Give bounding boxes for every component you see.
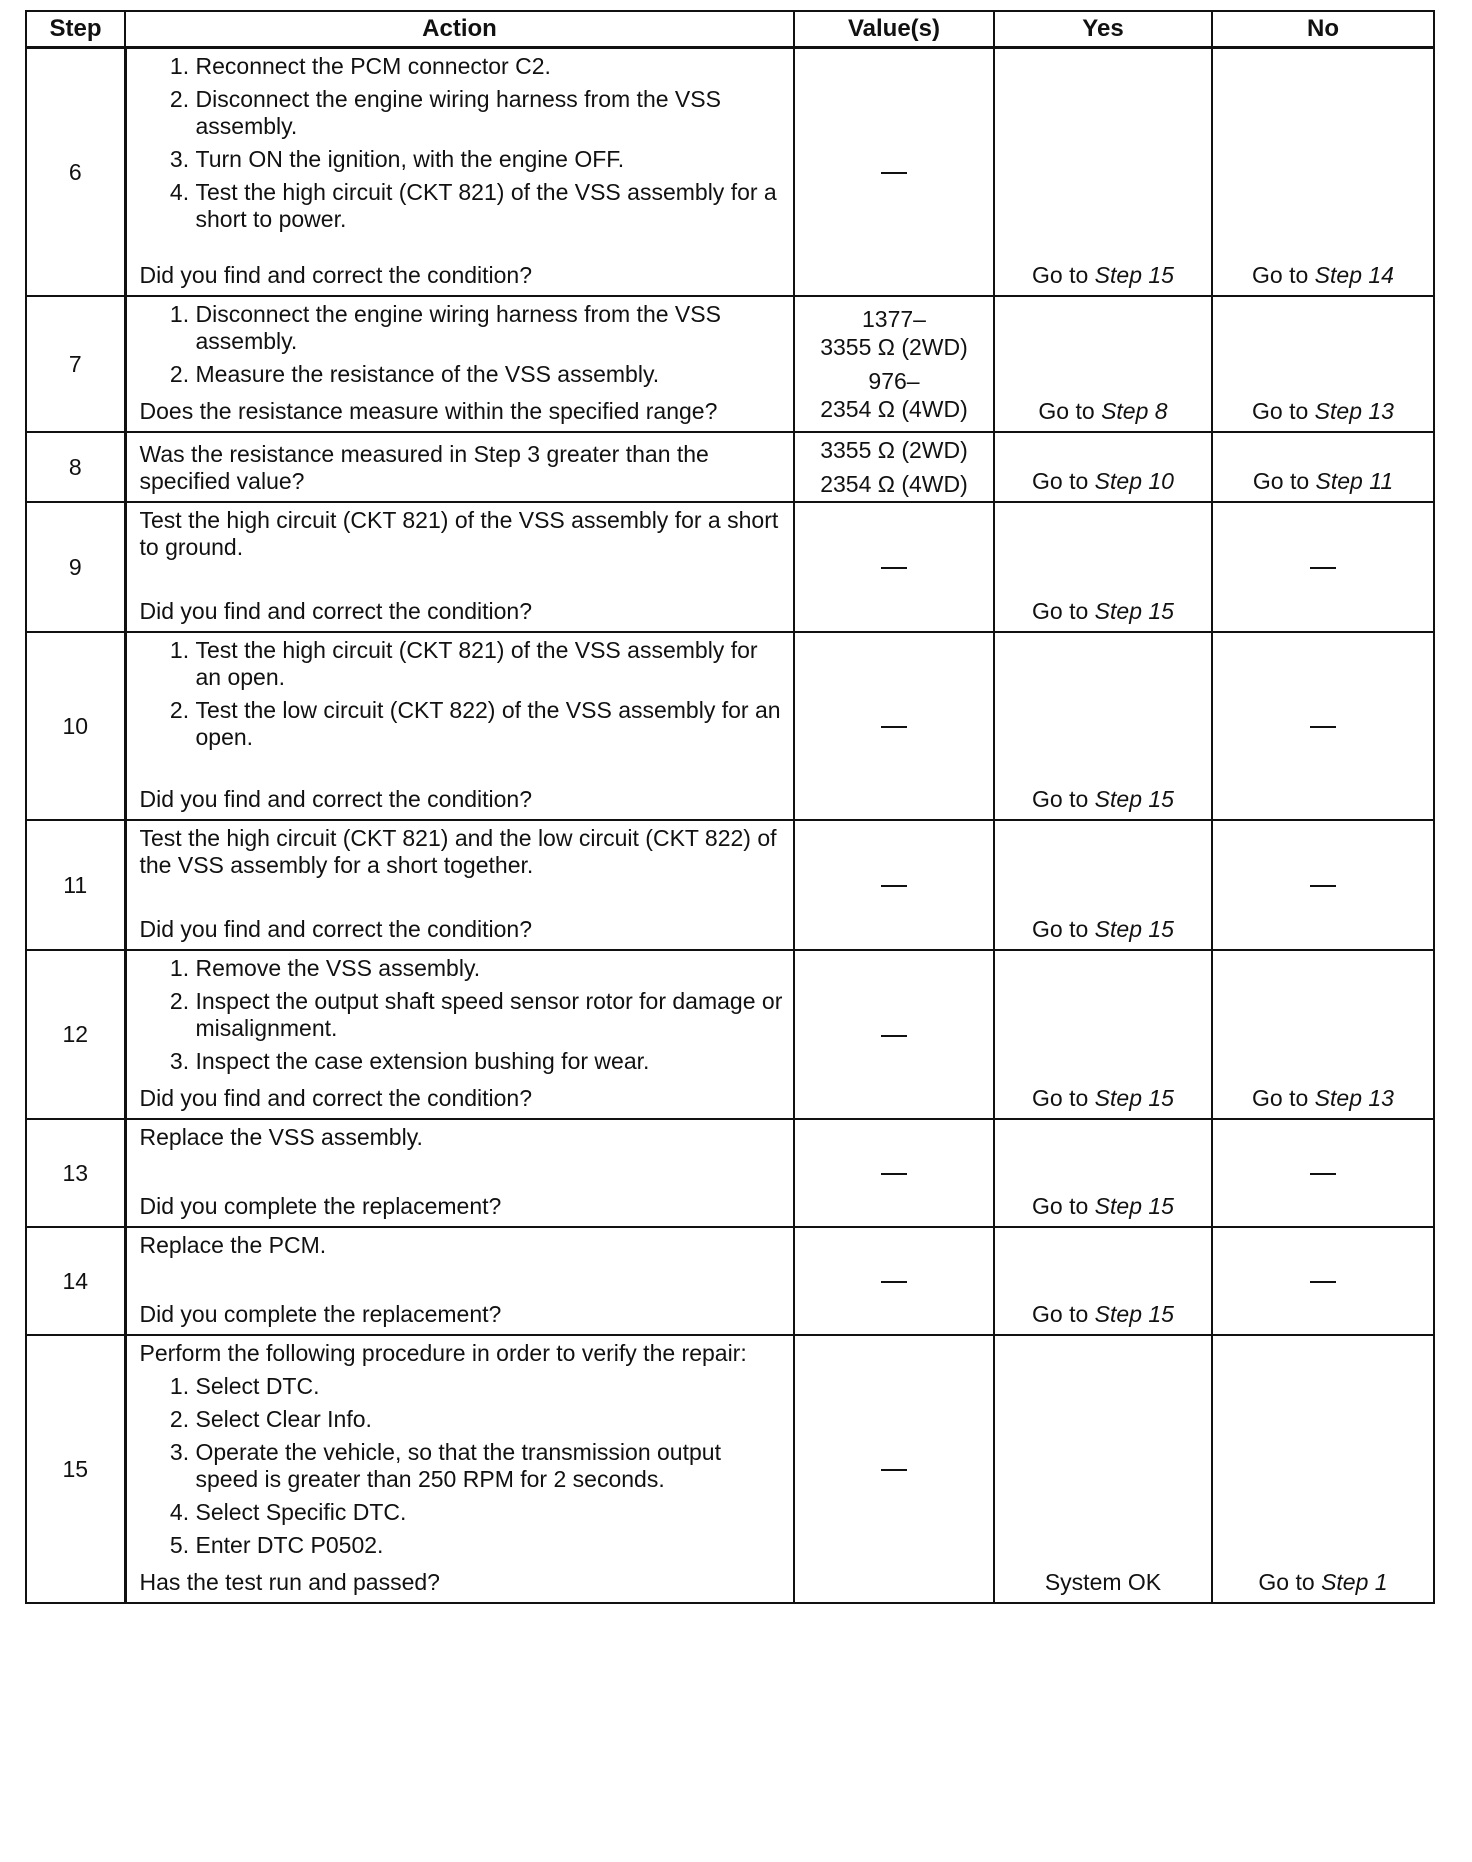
action-cell xyxy=(125,432,794,502)
value-cell xyxy=(794,502,994,632)
action-body xyxy=(140,1124,784,1151)
yes-outcome-text: Go to xyxy=(1032,262,1089,288)
action-content xyxy=(140,637,784,813)
step-number: 11 xyxy=(26,820,125,950)
no-cell xyxy=(1212,48,1434,297)
yes-outcome-text: Go to xyxy=(1032,1301,1089,1327)
no-cell xyxy=(1212,632,1434,820)
no-step-link[interactable]: Step 13 xyxy=(1314,398,1394,424)
action-content xyxy=(140,1340,784,1596)
dash-mark xyxy=(881,172,907,174)
no-cell xyxy=(1212,502,1434,632)
value-cell xyxy=(794,950,994,1119)
header-step: Step xyxy=(26,11,125,48)
yes-cell xyxy=(994,1227,1212,1335)
action-text: Replace the VSS assembly. xyxy=(139,1124,423,1150)
header-row xyxy=(26,11,1434,48)
yes-cell xyxy=(994,432,1212,502)
no-cell xyxy=(1212,950,1434,1119)
yes-cell xyxy=(994,950,1212,1119)
action-body xyxy=(140,825,784,879)
table-row xyxy=(26,820,1434,950)
action-step: 2. Measure the resistance of the VSS assembly. xyxy=(196,361,784,388)
action-body xyxy=(140,637,784,757)
value-cell xyxy=(794,296,994,432)
action-content xyxy=(140,301,784,425)
no-cell xyxy=(1212,432,1434,502)
action-step: 1. Remove the VSS assembly. xyxy=(196,955,784,982)
step-number: 9 xyxy=(26,502,125,632)
action-cell xyxy=(125,502,794,632)
yes-outcome-text: Go to xyxy=(1032,1085,1089,1111)
dash-mark xyxy=(881,1173,907,1175)
no-outcome-text: Go to xyxy=(1252,1085,1309,1111)
action-body xyxy=(140,53,784,239)
action-step: 4. Select Specific DTC. xyxy=(196,1499,784,1526)
dash-mark xyxy=(1310,885,1336,887)
no-step-link[interactable]: Step 1 xyxy=(1321,1569,1388,1595)
dash-mark xyxy=(881,726,907,728)
table-row xyxy=(26,1119,1434,1227)
diagnostic-table xyxy=(25,10,1435,1604)
table-row xyxy=(26,296,1434,432)
step-number: 7 xyxy=(26,296,125,432)
action-text: Test the high circuit (CKT 821) and the low circuit (CKT 822) of the VSS assembly for a short together. xyxy=(139,825,777,878)
value-line: 3355 Ω (2WD) xyxy=(820,437,968,463)
action-body xyxy=(140,301,784,394)
action-body xyxy=(140,1340,784,1565)
action-question: Did you complete the replacement? xyxy=(139,1193,502,1219)
yes-outcome-text: Go to xyxy=(1032,786,1089,812)
action-step: 1. Test the high circuit (CKT 821) of the VSS assembly for an open. xyxy=(196,637,784,691)
no-cell xyxy=(1212,820,1434,950)
header-no: No xyxy=(1212,11,1434,48)
action-body xyxy=(140,1232,784,1259)
action-step: 3. Inspect the case extension bushing for wear. xyxy=(196,1048,784,1075)
no-cell xyxy=(1212,1227,1434,1335)
action-steps-list xyxy=(140,637,784,751)
action-step: 4. Test the high circuit (CKT 821) of the VSS assembly for a short to power. xyxy=(196,179,784,233)
value-cell xyxy=(794,48,994,297)
yes-step-link[interactable]: Step 15 xyxy=(1094,262,1174,288)
value-lines xyxy=(795,305,993,423)
value-cell xyxy=(794,1335,994,1603)
action-text: Perform the following procedure in order to verify the repair: xyxy=(139,1340,747,1366)
table-row xyxy=(26,432,1434,502)
action-question: Did you find and correct the condition? xyxy=(139,1085,533,1111)
action-body xyxy=(140,507,784,561)
action-content xyxy=(140,1232,784,1328)
action-question: Does the resistance measure within the specified range? xyxy=(139,398,718,424)
value-lines xyxy=(795,436,993,498)
value-cell xyxy=(794,1119,994,1227)
action-steps-list xyxy=(140,53,784,233)
yes-cell xyxy=(994,1119,1212,1227)
no-step-link[interactable]: Step 13 xyxy=(1314,1085,1394,1111)
no-outcome-text: Go to xyxy=(1252,262,1309,288)
value-cell xyxy=(794,432,994,502)
action-cell xyxy=(125,1335,794,1603)
action-cell xyxy=(125,950,794,1119)
action-cell xyxy=(125,632,794,820)
yes-cell xyxy=(994,502,1212,632)
action-question: Has the test run and passed? xyxy=(139,1569,440,1595)
yes-outcome-text: Go to xyxy=(1032,598,1089,624)
yes-cell xyxy=(994,1335,1212,1603)
dash-mark xyxy=(1310,1281,1336,1283)
no-step-link[interactable]: Step 14 xyxy=(1314,262,1394,288)
yes-step-link[interactable]: Step 8 xyxy=(1101,398,1168,424)
action-content xyxy=(140,437,784,495)
table-row xyxy=(26,502,1434,632)
action-question: Did you find and correct the condition? xyxy=(139,916,533,942)
no-outcome-text: Go to xyxy=(1252,398,1309,424)
table-row xyxy=(26,1227,1434,1335)
action-step: 2. Inspect the output shaft speed sensor rotor for damage or misalignment. xyxy=(196,988,784,1042)
step-number: 6 xyxy=(26,48,125,297)
action-step: 5. Enter DTC P0502. xyxy=(196,1532,784,1559)
value-line: 976– xyxy=(868,368,920,394)
step-number: 12 xyxy=(26,950,125,1119)
action-step: 1. Select DTC. xyxy=(196,1373,784,1400)
table-row xyxy=(26,632,1434,820)
yes-outcome-text: Go to xyxy=(1032,916,1089,942)
action-question: Did you find and correct the condition? xyxy=(139,598,533,624)
dash-mark xyxy=(1310,1173,1336,1175)
table-body xyxy=(26,48,1434,1604)
value-cell xyxy=(794,1227,994,1335)
action-steps-list xyxy=(140,301,784,388)
action-question: Was the resistance measured in Step 3 greater than the specified value? xyxy=(139,441,709,494)
yes-step-link[interactable]: Step 15 xyxy=(1094,1085,1174,1111)
yes-step-link[interactable]: Step 15 xyxy=(1094,1193,1174,1219)
dash-mark xyxy=(881,1035,907,1037)
action-step: 2. Disconnect the engine wiring harness from the VSS assembly. xyxy=(196,86,784,140)
action-cell xyxy=(125,1119,794,1227)
action-steps-list xyxy=(140,955,784,1075)
table-row xyxy=(26,48,1434,297)
header-yes: Yes xyxy=(994,11,1212,48)
dash-mark xyxy=(1310,567,1336,569)
action-step: 1. Disconnect the engine wiring harness from the VSS assembly. xyxy=(196,301,784,355)
yes-step-link[interactable]: Step 15 xyxy=(1094,598,1174,624)
action-text: Test the high circuit (CKT 821) of the VSS assembly for a short to ground. xyxy=(139,507,779,560)
no-outcome-text: Go to xyxy=(1258,1569,1315,1595)
action-content xyxy=(140,955,784,1112)
action-step: 3. Turn ON the ignition, with the engine OFF. xyxy=(196,146,784,173)
no-step-link[interactable]: Step 11 xyxy=(1315,468,1394,494)
yes-step-link[interactable]: Step 15 xyxy=(1094,1301,1174,1327)
action-body xyxy=(140,955,784,1081)
header-values: Value(s) xyxy=(794,11,994,48)
value-line: 3355 Ω (2WD) xyxy=(820,334,968,360)
yes-cell xyxy=(994,632,1212,820)
action-content xyxy=(140,825,784,943)
yes-outcome-text: Go to xyxy=(1038,398,1095,424)
action-cell xyxy=(125,296,794,432)
step-number: 15 xyxy=(26,1335,125,1603)
yes-cell xyxy=(994,296,1212,432)
action-text: Replace the PCM. xyxy=(139,1232,327,1258)
action-question: Did you find and correct the condition? xyxy=(139,786,533,812)
step-number: 10 xyxy=(26,632,125,820)
value-line: 1377– xyxy=(862,306,926,332)
action-question: Did you complete the replacement? xyxy=(139,1301,502,1327)
no-cell xyxy=(1212,1335,1434,1603)
no-cell xyxy=(1212,1119,1434,1227)
action-content xyxy=(140,507,784,625)
action-step: 2. Select Clear Info. xyxy=(196,1406,784,1433)
action-content xyxy=(140,53,784,289)
action-step: 1. Reconnect the PCM connector C2. xyxy=(196,53,784,80)
dash-mark xyxy=(881,1469,907,1471)
value-cell xyxy=(794,820,994,950)
action-step: 3. Operate the vehicle, so that the transmission output speed is greater than 250 RPM for 2 seconds. xyxy=(196,1439,784,1493)
no-outcome-text: Go to xyxy=(1252,468,1310,494)
value-line: 2354 Ω (4WD) xyxy=(820,396,968,422)
step-number: 8 xyxy=(26,432,125,502)
value-cell xyxy=(794,632,994,820)
dash-mark xyxy=(1310,726,1336,728)
action-step: 2. Test the low circuit (CKT 822) of the VSS assembly for an open. xyxy=(196,697,784,751)
action-cell xyxy=(125,1227,794,1335)
dash-mark xyxy=(881,885,907,887)
yes-outcome-text: System OK xyxy=(1044,1569,1162,1595)
action-question: Did you find and correct the condition? xyxy=(139,262,533,288)
table-row xyxy=(26,950,1434,1119)
yes-outcome-text: Go to xyxy=(1032,1193,1089,1219)
action-cell xyxy=(125,48,794,297)
dash-mark xyxy=(881,1281,907,1283)
action-content xyxy=(140,1124,784,1220)
no-cell xyxy=(1212,296,1434,432)
action-steps-list xyxy=(140,1373,784,1559)
yes-step-link[interactable]: Step 10 xyxy=(1094,468,1174,494)
yes-cell xyxy=(994,820,1212,950)
yes-step-link[interactable]: Step 15 xyxy=(1094,786,1174,812)
yes-step-link[interactable]: Step 15 xyxy=(1094,916,1174,942)
dash-mark xyxy=(881,567,907,569)
yes-outcome-text: Go to xyxy=(1032,468,1089,494)
yes-cell xyxy=(994,48,1212,297)
action-cell xyxy=(125,820,794,950)
table-row xyxy=(26,1335,1434,1603)
step-number: 13 xyxy=(26,1119,125,1227)
value-line: 2354 Ω (4WD) xyxy=(820,471,968,497)
step-number: 14 xyxy=(26,1227,125,1335)
header-action: Action xyxy=(125,11,794,48)
